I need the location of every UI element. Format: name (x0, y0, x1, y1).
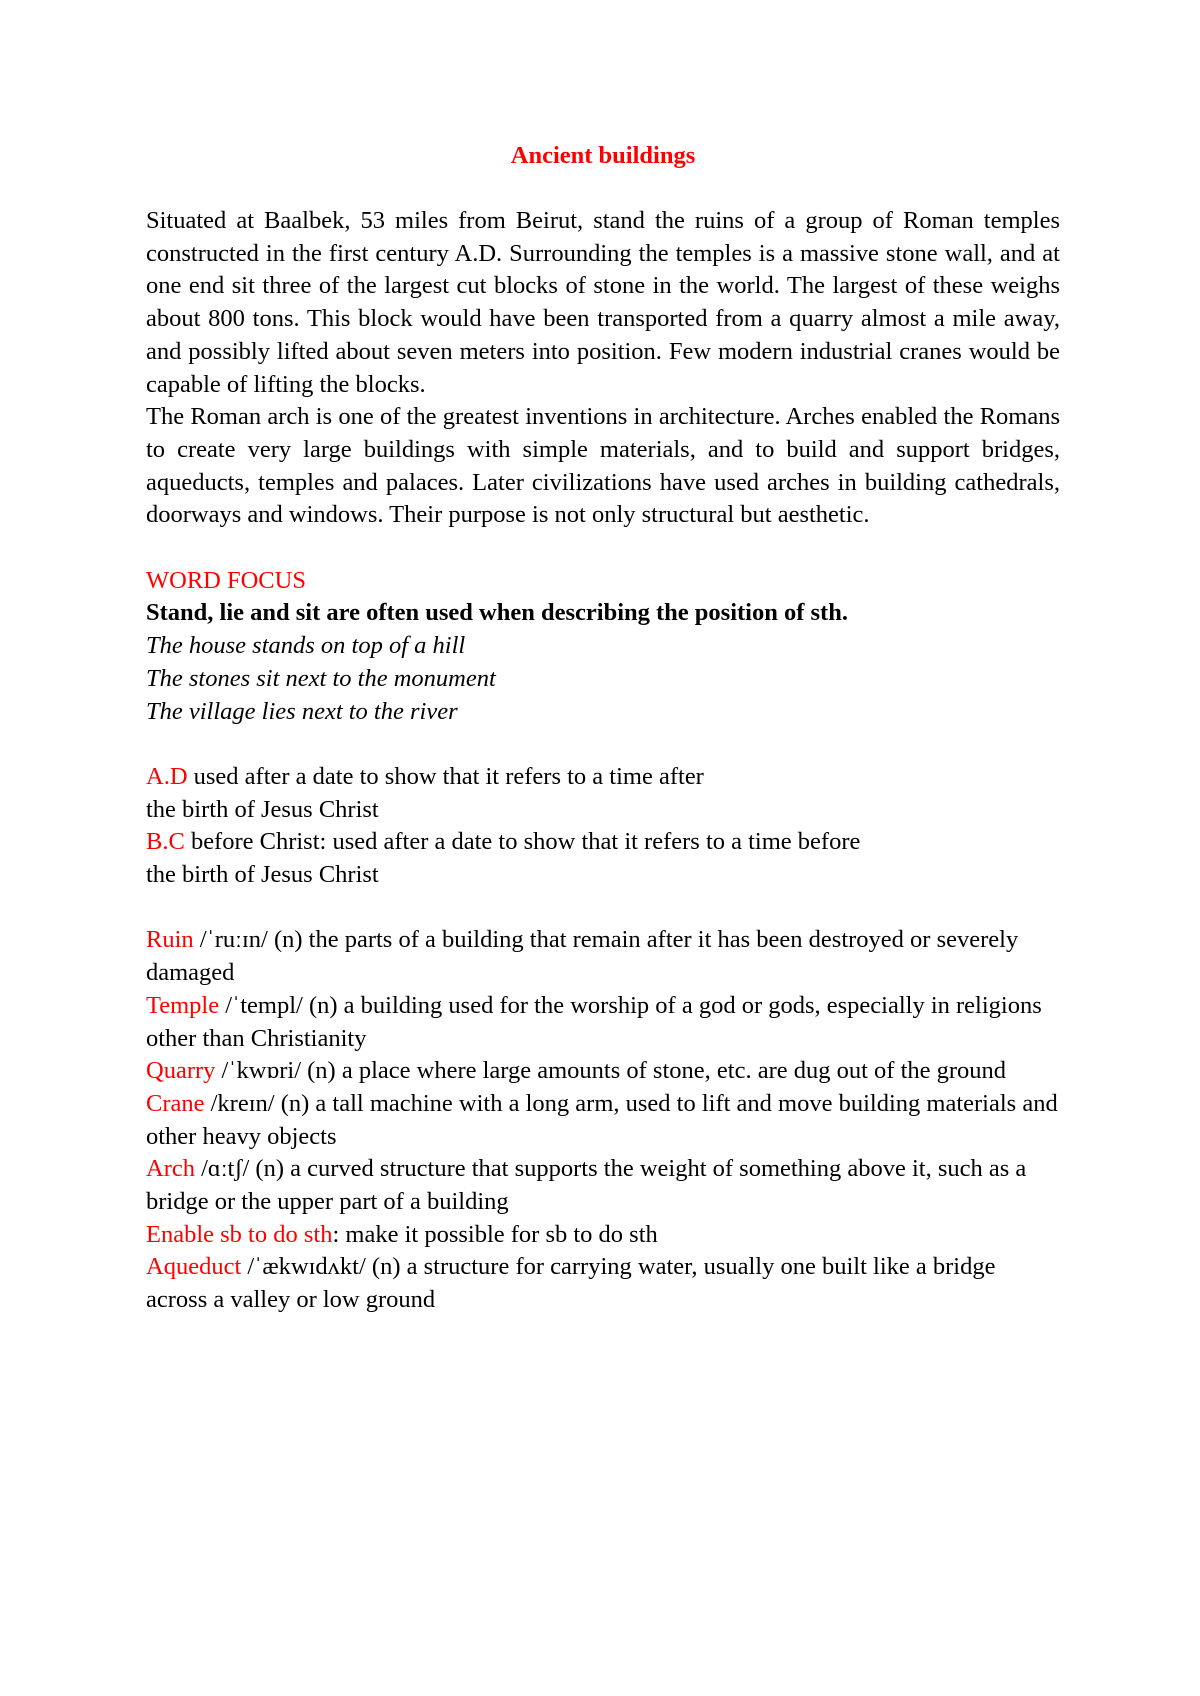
vocabulary-term: Aqueduct (146, 1253, 242, 1281)
example-sentence: The village lies next to the river (146, 697, 458, 725)
vocabulary-definition: /ˈtempl/ (n) a building used for the worship of a god or gods, especially in religions other than Christianity (146, 991, 1042, 1052)
abbreviation-entry-ad (146, 761, 1060, 826)
vocabulary-entry-enable (146, 1219, 1060, 1252)
document-title: Ancient buildings (510, 142, 696, 169)
vocabulary-definition: /ˈækwɪdʌkt/ (n) a structure for carrying water, usually one built like a bridge across a valley or low ground (146, 1253, 996, 1314)
vocabulary-entry-quarry (146, 1055, 1060, 1088)
paragraph-roman-arch: The Roman arch is one of the greatest inventions in architecture. Arches enabled the Romans to create very large buildings with simple materials, and to build and support bridges, aqueducts, temples and palaces. Later civilizations have used arches in building cathedrals, doorways and windows. Their purpose is not only structural but aesthetic. (146, 403, 1060, 529)
vocabulary-term: Enable sb to do sth (146, 1220, 333, 1248)
abbreviation-entry-bc (146, 826, 1060, 891)
word-focus-rule: Stand, lie and sit are often used when describing the position of sth. (146, 599, 848, 627)
vocabulary-term: Arch (146, 1155, 195, 1183)
vocabulary-term: Quarry (146, 1057, 216, 1085)
vocabulary-term: Crane (146, 1089, 205, 1117)
vocabulary-entry-aqueduct (146, 1251, 1060, 1316)
example-sentence: The house stands on top of a hill (146, 632, 466, 660)
abbreviation-term: B.C (146, 828, 185, 856)
vocabulary-definition: /ˈkwɒri/ (n) a place where large amounts of stone, etc. are dug out of the ground (215, 1057, 1007, 1085)
vocabulary-entry-ruin (146, 924, 1060, 989)
vocabulary-definition: /kreɪn/ (n) a tall machine with a long arm, used to lift and move building materials and other heavy objects (146, 1089, 1058, 1150)
vocabulary-entry-arch (146, 1153, 1060, 1218)
paragraph-baalbek: Situated at Baalbek, 53 miles from Beirut, stand the ruins of a group of Roman temples constructed in the first century A.D. Surrounding the temples is a massive stone wall, and at one end sit three of the largest cut blocks of stone in the world. The largest of these weighs about 800 tons. This block would have been transported from a quarry almost a mile away, and possibly lifted about seven meters into position. Few modern industrial cranes would be capable of lifting the blocks. (146, 207, 1060, 398)
abbreviation-definition: before Christ: used after a date to show that it refers to a time before (184, 828, 861, 856)
abbreviation-definition-continued: the birth of Jesus Christ (146, 861, 379, 889)
vocabulary-list (146, 924, 1060, 1316)
spacer (146, 892, 1060, 925)
spacer (146, 532, 1060, 565)
example-sentence: The stones sit next to the monument (146, 664, 496, 692)
vocabulary-entry-crane (146, 1088, 1060, 1153)
abbreviation-definition: used after a date to show that it refers to a time after (187, 762, 704, 790)
vocabulary-definition: : make it possible for sb to do sth (332, 1220, 658, 1248)
vocabulary-term: Ruin (146, 926, 194, 954)
abbreviation-term: A.D (146, 762, 188, 790)
vocabulary-entry-temple (146, 990, 1060, 1055)
vocabulary-definition: /ˈruːɪn/ (n) the parts of a building that remain after it has been destroyed or severely damaged (146, 926, 1019, 987)
vocabulary-term: Temple (146, 991, 220, 1019)
abbreviation-definition-continued: the birth of Jesus Christ (146, 795, 379, 823)
vocabulary-definition: /ɑːtʃ/ (n) a curved structure that supports the weight of something above it, such as a bridge or the upper part of a building (146, 1155, 1027, 1216)
document-page (146, 140, 1060, 1317)
spacer (146, 728, 1060, 761)
word-focus-heading: WORD FOCUS (146, 566, 306, 594)
